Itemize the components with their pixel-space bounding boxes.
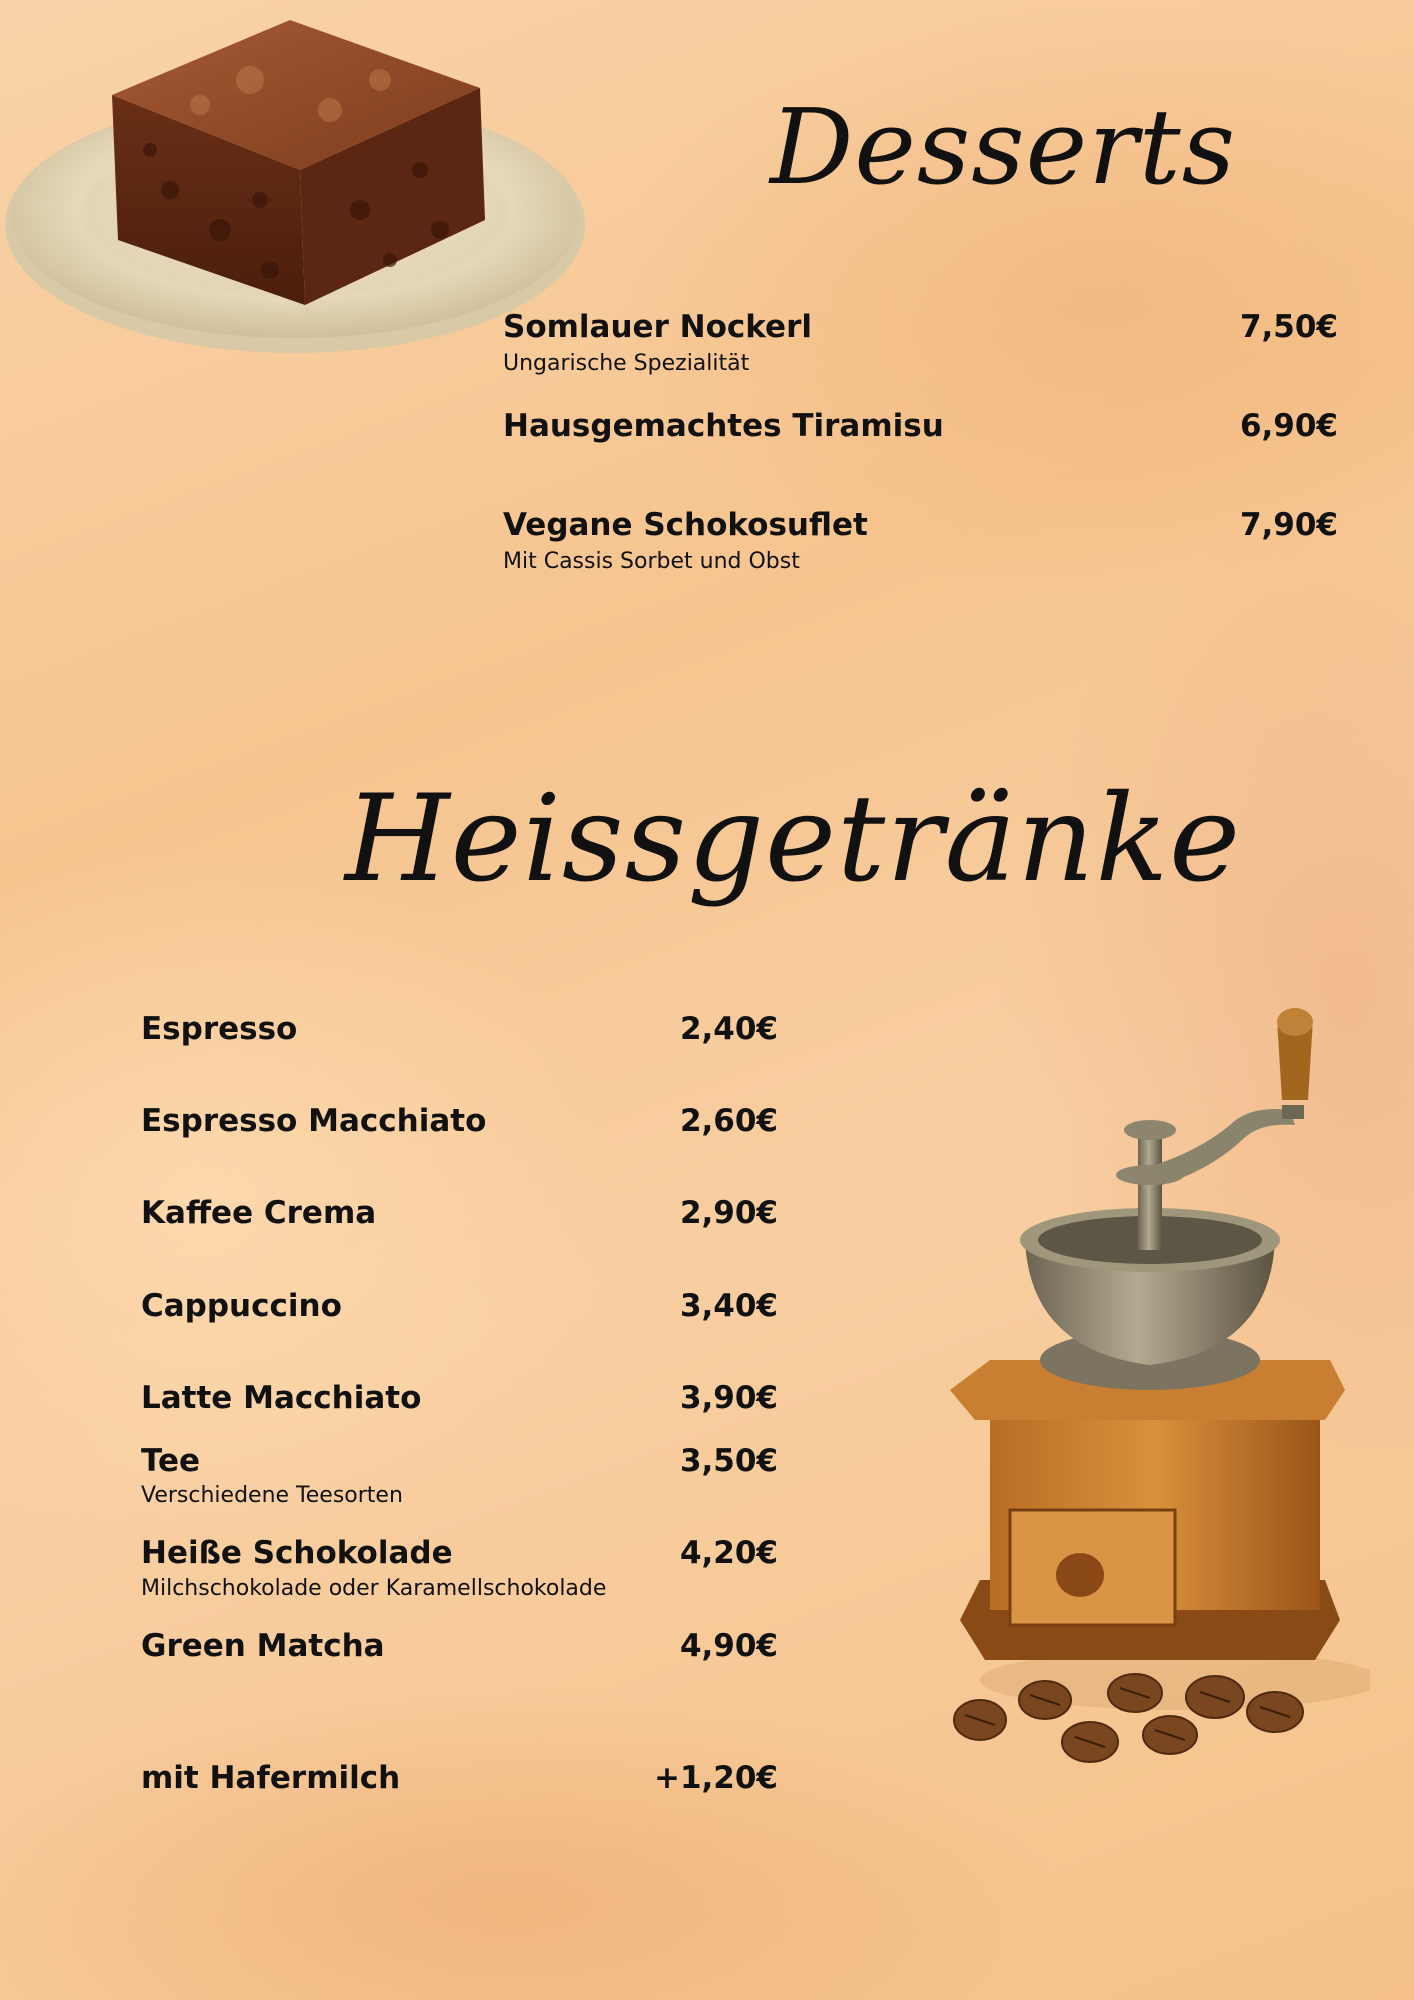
drink-item-price: 2,60€ <box>679 1103 778 1139</box>
drink-item-price: 2,40€ <box>679 1011 778 1047</box>
drink-item-price: +1,20€ <box>653 1760 778 1796</box>
drink-item-name: Kaffee Crema <box>141 1195 377 1231</box>
drink-item-price: 4,20€ <box>679 1535 778 1571</box>
dessert-item-name: Hausgemachtes Tiramisu <box>503 408 944 444</box>
dessert-item-name: Somlauer Nockerl <box>503 309 812 345</box>
drink-item-name: Espresso Macchiato <box>141 1103 487 1139</box>
drink-item-name: mit Hafermilch <box>141 1760 401 1796</box>
dessert-item-price: 7,50€ <box>1239 309 1338 345</box>
drink-item-description: Verschiedene Teesorten <box>141 1483 403 1508</box>
brownie-plate-illustration <box>0 0 600 360</box>
drink-item-name: Cappuccino <box>141 1288 342 1324</box>
drink-item-price: 4,90€ <box>679 1628 778 1664</box>
desserts-heading: Desserts <box>770 86 1237 208</box>
dessert-item-price: 6,90€ <box>1239 408 1338 444</box>
drink-item-name: Latte Macchiato <box>141 1380 422 1416</box>
drink-item-name: Tee <box>141 1443 201 1479</box>
drink-item-price: 2,90€ <box>679 1195 778 1231</box>
drink-item-name: Heiße Schokolade <box>141 1535 453 1571</box>
drink-item-price: 3,90€ <box>679 1380 778 1416</box>
drink-item-price: 3,50€ <box>679 1443 778 1479</box>
hot-drinks-heading: Heissgetränke <box>345 770 1242 909</box>
dessert-item-price: 7,90€ <box>1239 507 1338 543</box>
dessert-item-description: Mit Cassis Sorbet und Obst <box>503 549 800 574</box>
drink-item-name: Espresso <box>141 1011 298 1047</box>
drink-item-price: 3,40€ <box>679 1288 778 1324</box>
dessert-item-name: Vegane Schokosuflet <box>503 507 868 543</box>
drink-item-description: Milchschokolade oder Karamellschokolade <box>141 1576 607 1601</box>
drink-item-name: Green Matcha <box>141 1628 385 1664</box>
coffee-grinder-illustration <box>930 1000 1370 1780</box>
dessert-item-description: Ungarische Spezialität <box>503 351 750 376</box>
